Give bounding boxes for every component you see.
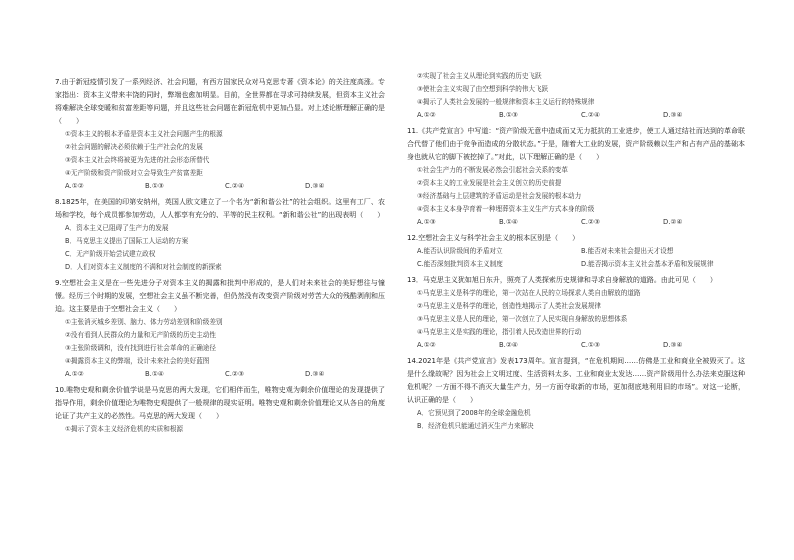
choice-c: C.①③: [581, 341, 601, 349]
choice-b: B.①④: [499, 218, 519, 226]
question-11-option: ③经济基础与上层建筑的矛盾运动是社会发展的根本动力: [417, 192, 582, 200]
question-7-stem: 7.由于新冠疫情引发了一系列经济、社会问题，有西方国家民众对马克思专著《资本论》的关注度高涨。专家指出：资本主义带来丰饶的同时，弊端也愈加明显。目前，全世界都在寻求可持续发展，但资本主义社会将难解决全球变暖和贫富差距等问题，并且这些社会问题在新冠危机中更加凸显。对上述论断理解正确的是（ ）: [55, 78, 385, 125]
choice-c: C.②③: [581, 218, 601, 226]
choice-c: C.能否深刻批判资本主义制度: [417, 260, 503, 268]
question-13-option: ②马克思主义是科学的理论，创造性地揭示了人类社会发展规律: [417, 302, 601, 310]
choice-c: C.②④: [225, 182, 245, 190]
question-13-choices: [407, 339, 745, 352]
choice-c: C.②④: [581, 111, 601, 119]
question-9-option: ②没有看到人民群众的力量和无产阶级的历史主动性: [65, 331, 216, 339]
question-13-stem: 13．马克思主义犹如旭日东升，照亮了人类探索历史规律和寻求自身解放的道路。由此可见（ ）: [407, 276, 717, 284]
question-11-option: ②资本主义的工业发展是社会主义创立的历史前提: [417, 179, 562, 187]
question-11-option: ④资本主义本身孕育着一种埋葬资本主义生产方式本身的阶级: [417, 205, 595, 213]
question-8-option: B．马克思主义提出了国际工人运动的方案: [65, 237, 189, 245]
choice-d: D.③④: [305, 182, 325, 190]
choice-b: B.①③: [145, 182, 165, 190]
choice-d: D.③④: [663, 341, 683, 349]
choice-a: A.①②: [65, 370, 84, 378]
question-10-option: ②实现了社会主义从理论到实践的历史飞跃: [417, 72, 542, 80]
question-9-option: ①主张消灭城乡差别、脑力、体力劳动差别和阶级差别: [65, 318, 223, 326]
choice-a: A.①②: [417, 341, 436, 349]
question-7-choices: [55, 180, 385, 193]
choice-a: A.①②: [417, 111, 436, 119]
choice-b: B.①④: [145, 370, 165, 378]
question-7-option: ③资本主义社会终将被更为先进的社会形态所替代: [65, 156, 210, 164]
choice-b: B.②④: [499, 341, 519, 349]
question-9-stem: 9.空想社会主义是在一些先进分子对资本主义的揭露和批判中形成的，是人们对未来社会的美好想往与憧憬。经历三个时期的发展，空想社会主义虽不断完善，但仍然没有改变资产阶级对劳苦大众的残酷剥削和压迫。这主要是由于空想社会主义（ ）: [55, 279, 385, 313]
question-14-stem: 14.2021年是《共产党宣言》发表173周年。宣言提到，“在危机期间……仿佛是工业和商业全被毁灭了。这是什么缘故呢？因为社会上文明过度、生活资料太多、工业和商业太发达……资产阶级用什么办法来克服这种危机呢？一方面不得不消灭大量生产力，另一方面夺取新的市场，更加彻底地利用旧的市场”。对这一论断，认识正确的是（ ）: [407, 357, 745, 404]
choice-c: C.②③: [225, 370, 245, 378]
choice-b: B.①③: [499, 111, 519, 119]
choice-d: D.③④: [305, 370, 325, 378]
question-13-option: ①马克思主义是科学的理论，第一次站在人民的立场探求人类自由解放的道路: [417, 289, 641, 297]
question-11-choices: [407, 216, 745, 229]
question-8-stem: 8.1825年，在美国的印第安纳州，英国人欧文建立了一个名为“新和谐公社”的社会组织。这里有工厂、农场和学校，每个成员都参加劳动，人人都享有充分的、平等的民主权利。“新和谐公社”的出现表明（ ）: [55, 198, 385, 219]
question-14-option: B．经济危机只能通过消灭生产力来解决: [417, 422, 534, 430]
question-11-stem: 11.《共产党宣言》中写道：“资产阶级无意中造成而又无力抵抗的工业进步，使工人通过结社而达到的革命联合代替了他们由于竞争而造成的分散状态。”于是，随着大工业的发展，资产阶级赖以生产和占有产品的基础本身也就从它的脚下被挖掉了。”对此，以下理解正确的是（ ）: [407, 127, 745, 161]
choice-a: A.①③: [417, 218, 436, 226]
question-10-option: ④揭示了人类社会发展的一般规律和资本主义运行的特殊规律: [417, 98, 595, 106]
question-7-option: ②社会问题的解决必须依赖于生产社会化的发展: [65, 143, 203, 151]
choice-d: D.②④: [663, 218, 683, 226]
choice-b: B.能否对未来社会提出天才设想: [581, 247, 674, 255]
question-12-stem: 12.空想社会主义与科学社会主义的根本区别是（ ）: [407, 234, 580, 242]
choice-a: A.能否认识阶级间的矛盾对立: [417, 247, 503, 255]
question-13-option: ④马克思主义是实践的理论，指引着人民改造世界的行动: [417, 328, 582, 336]
question-9-option: ④揭露资本主义的弊端，设计未来社会的美好蓝图: [65, 357, 210, 365]
question-13-option: ③马克思主义是人民的理论，第一次创立了人民实现自身解放的思想体系: [417, 315, 628, 323]
question-10-option: ①揭示了资本主义经济危机的实质和根源: [65, 425, 184, 433]
right-column: [407, 70, 745, 433]
question-10-stem: 10.唯物史观和剩余价值学说是马克思的两大发现，它们相伴而生，唯物史观为剩余价值理论的发现提供了指导作用，剩余价值理论为唯物史观提供了一般规律的现实证明。唯物史观和剩余价值理论又从各自的角度论证了共产主义的必然性。马克思的两大发现（ ）: [55, 386, 385, 420]
question-9-choices: [55, 368, 385, 381]
question-12-choices-row: [407, 258, 745, 271]
question-7-option: ④无产阶级和资产阶级对立会导致生产贫富差距: [65, 169, 203, 177]
question-9-option: ③主张阶级调和，没有找到进行社会革命的正确途径: [65, 344, 216, 352]
question-10-option: ③使社会主义实现了由空想到科学的伟大飞跃: [417, 85, 549, 93]
choice-d: D.能否揭示资本主义社会基本矛盾和发展规律: [581, 260, 714, 268]
question-11-option: ①社会生产力的不断发展必然会引起社会关系的变革: [417, 166, 568, 174]
choice-a: A.①②: [65, 182, 84, 190]
question-14-option: A．它预见到了2008年的全球金融危机: [417, 409, 531, 417]
question-10-choices: [407, 109, 745, 122]
question-7-option: ①资本主义的根本矛盾是资本主义社会问题产生的根源: [65, 130, 223, 138]
question-8-option: A．资本主义已阻碍了生产力的发展: [65, 224, 169, 232]
question-8-option: D．人们对资本主义制度的不满和对社会制度的新探索: [65, 263, 222, 271]
choice-d: D.③④: [663, 111, 683, 119]
question-12-choices-row: [407, 245, 745, 258]
question-8-option: C．无产阶级开始尝试建立政权: [65, 250, 156, 258]
left-column: [55, 76, 385, 436]
